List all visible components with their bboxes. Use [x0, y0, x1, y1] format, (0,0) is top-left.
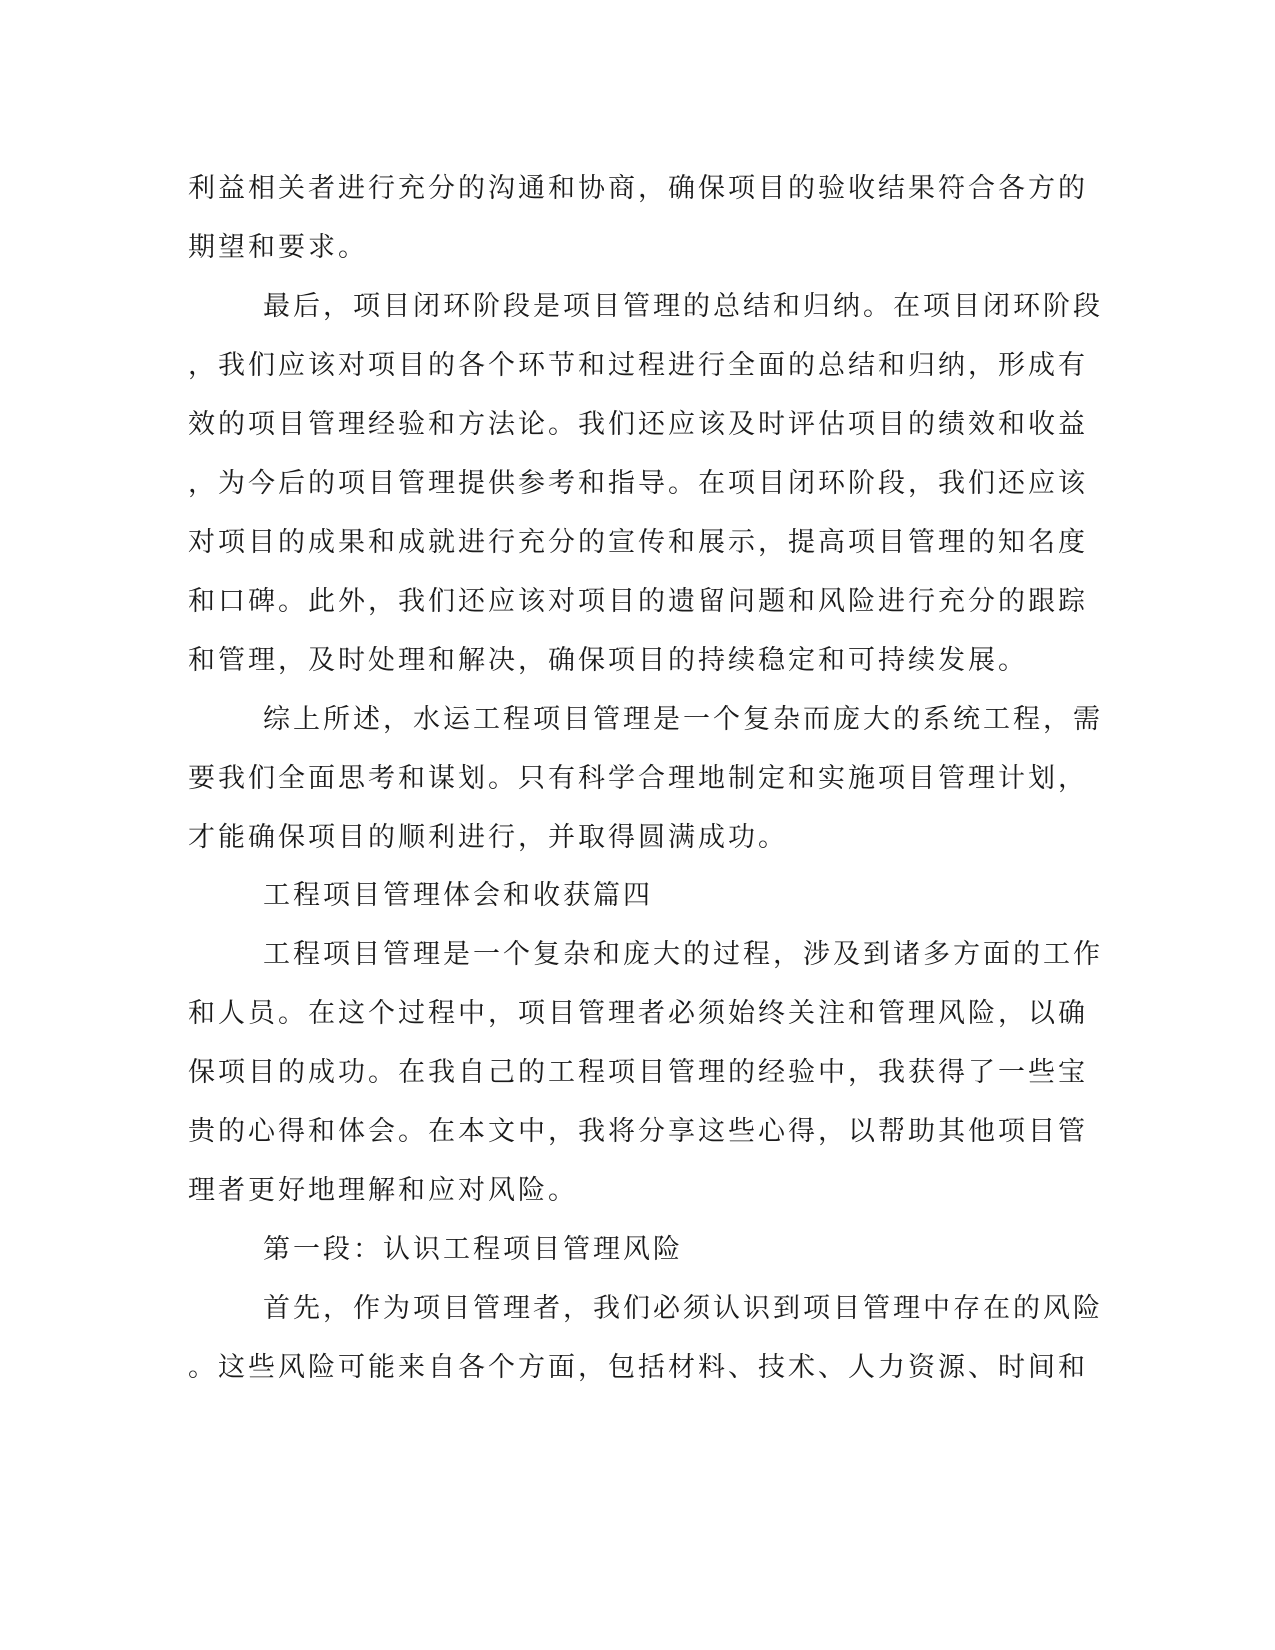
text-line: 和人员。在这个过程中，项目管理者必须始终关注和管理风险，以确 — [188, 998, 1088, 1029]
text-line: ，我们应该对项目的各个环节和过程进行全面的总结和归纳，形成有 — [188, 350, 1088, 381]
text-line: 和口碑。此外，我们还应该对项目的遗留问题和风险进行充分的跟踪 — [188, 586, 1088, 617]
paragraph-start-line: 最后，项目闭环阶段是项目管理的总结和归纳。在项目闭环阶段 — [263, 291, 1103, 322]
text-line: 才能确保项目的顺利进行，并取得圆满成功。 — [188, 822, 788, 853]
text-line: 理者更好地理解和应对风险。 — [188, 1175, 578, 1206]
paragraph-start-line: 综上所述，水运工程项目管理是一个复杂而庞大的系统工程，需 — [263, 704, 1103, 735]
text-line: ，为今后的项目管理提供参考和指导。在项目闭环阶段，我们还应该 — [188, 468, 1088, 499]
subsection-heading: 第一段：认识工程项目管理风险 — [263, 1234, 683, 1265]
text-line: 和管理，及时处理和解决，确保项目的持续稳定和可持续发展。 — [188, 645, 1028, 676]
text-line: 贵的心得和体会。在本文中，我将分享这些心得，以帮助其他项目管 — [188, 1116, 1088, 1147]
section-heading: 工程项目管理体会和收获篇四 — [263, 880, 653, 911]
text-line: 利益相关者进行充分的沟通和协商，确保项目的验收结果符合各方的 — [188, 173, 1088, 204]
text-line: 期望和要求。 — [188, 232, 368, 263]
text-line: 要我们全面思考和谋划。只有科学合理地制定和实施项目管理计划， — [188, 763, 1088, 794]
text-line: 效的项目管理经验和方法论。我们还应该及时评估项目的绩效和收益 — [188, 409, 1088, 440]
paragraph-start-line: 首先，作为项目管理者，我们必须认识到项目管理中存在的风险 — [263, 1293, 1103, 1324]
text-line: 对项目的成果和成就进行充分的宣传和展示，提高项目管理的知名度 — [188, 527, 1088, 558]
text-line: 保项目的成功。在我自己的工程项目管理的经验中，我获得了一些宝 — [188, 1057, 1088, 1088]
text-line: 。这些风险可能来自各个方面，包括材料、技术、人力资源、时间和 — [188, 1352, 1088, 1383]
paragraph-start-line: 工程项目管理是一个复杂和庞大的过程，涉及到诸多方面的工作 — [263, 939, 1103, 970]
